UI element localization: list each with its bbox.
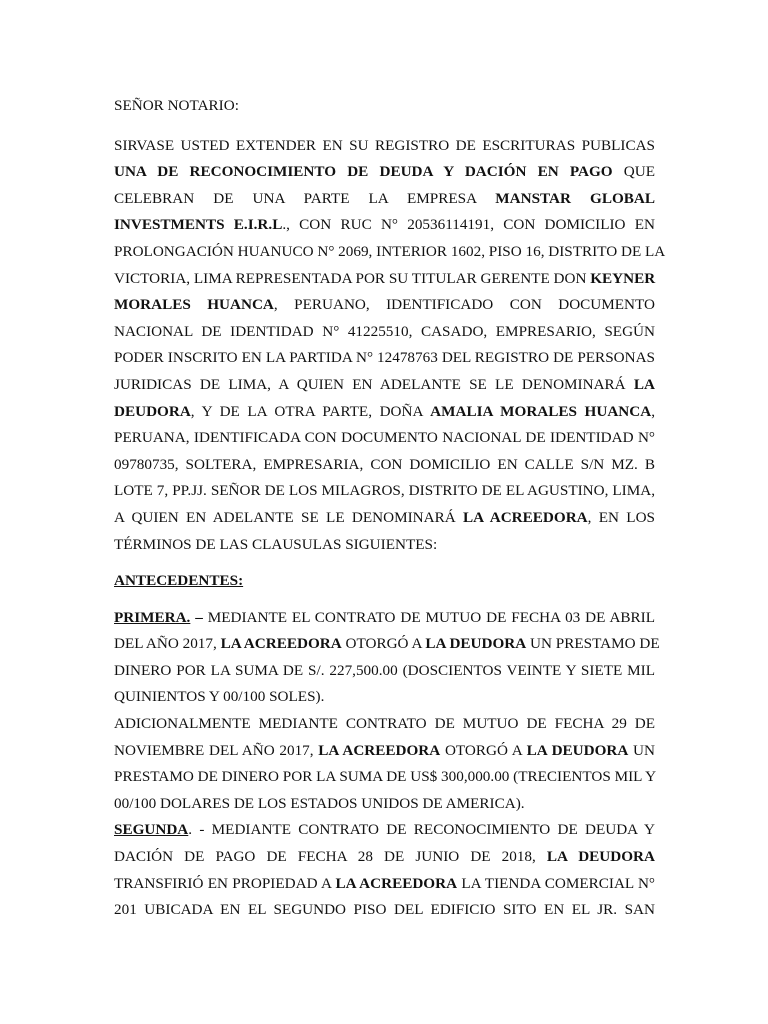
intro-text: A QUIEN EN ADELANTE SE LE DENOMINARÁ	[114, 508, 464, 526]
representative-name: KEYNER	[590, 269, 656, 287]
clause-line	[114, 791, 655, 818]
section-heading	[114, 568, 655, 595]
clause-text: UN	[628, 741, 655, 759]
party-label: LA ACREEDORA	[463, 508, 588, 526]
document-page	[114, 93, 666, 924]
intro-line	[114, 186, 655, 213]
clause-line	[114, 605, 655, 632]
intro-text: PODER INSCRITO EN LA PARTIDA N° 12478763 DEL REGISTRO DE PERSONAS	[114, 349, 655, 367]
salutation	[114, 93, 655, 120]
clause-text: ADICIONALMENTE MEDIANTE CONTRATO DE MUTUO DE FECHA 29 DE	[114, 715, 655, 733]
party-label: LA ACREEDORA	[335, 874, 458, 892]
intro-text: PERUANA, IDENTIFICADA CON DOCUMENTO NACIONAL DE IDENTIDAD N°	[114, 429, 655, 447]
party-label: LA DEUDORA	[425, 635, 527, 653]
intro-text: VICTORIA, LIMA REPRESENTADA POR SU TITULAR GERENTE DON	[114, 269, 591, 287]
clause-text: MEDIANTE EL CONTRATO DE MUTUO DE FECHA 03 DE ABRIL	[207, 608, 656, 626]
clause-line	[114, 738, 655, 765]
clause-line	[114, 897, 655, 924]
clause-dash: –	[190, 608, 208, 626]
intro-line	[114, 399, 655, 426]
intro-text: JURIDICAS DE LIMA, A QUIEN EN ADELANTE SE LE DENOMINARÁ	[114, 375, 634, 393]
clause-line	[114, 764, 655, 791]
intro-text: , EN LOS	[587, 508, 656, 526]
company-name: INVESTMENTS E.I.R.L	[114, 216, 283, 234]
clause-text: LA TIENDA COMERCIAL N°	[457, 874, 655, 892]
intro-text: TÉRMINOS DE LAS CLAUSULAS SIGUIENTES:	[114, 535, 438, 553]
intro-line	[114, 239, 666, 266]
clause-line	[114, 631, 660, 658]
clause-text: 201 UBICADA EN EL SEGUNDO PISO DEL EDIFICIO SITO EN EL JR. SAN	[114, 901, 655, 919]
clause-text: OTORGÓ A	[341, 635, 426, 653]
salutation-text: SEÑOR NOTARIO:	[114, 97, 239, 114]
clause-label: SEGUNDA	[114, 821, 189, 839]
antecedentes-section	[114, 568, 655, 595]
party-label: LA DEUDORA	[526, 741, 629, 759]
intro-line	[114, 133, 655, 160]
clause-text: OTORGÓ A	[440, 741, 527, 759]
intro-line	[114, 159, 655, 186]
clause-line	[114, 711, 655, 738]
clause-line	[114, 658, 655, 685]
intro-text: PROLONGACIÓN HUANUCO N° 2069, INTERIOR 1602, PISO 16, DISTRITO DE LA	[114, 242, 666, 260]
intro-line	[114, 212, 655, 239]
intro-text: LOTE 7, PP.JJ. SEÑOR DE LOS MILAGROS, DISTRITO DE EL AGUSTINO, LIMA,	[114, 482, 655, 500]
clause-text: . - MEDIANTE CONTRATO DE RECONOCIMIENTO DE DEUDA Y	[188, 821, 655, 839]
clause-text: PRESTAMO DE DINERO POR LA SUMA DE US$ 300,000.00 (TRECIENTOS MIL Y	[114, 768, 657, 786]
representative-name: MORALES HUANCA	[114, 296, 274, 314]
clause-text: NOVIEMBRE DEL AÑO 2017,	[114, 741, 319, 759]
intro-text: ., CON RUC N° 20536114191, CON DOMICILIO EN	[282, 216, 656, 234]
intro-text: , Y DE LA OTRA PARTE, DOÑA	[190, 402, 431, 420]
clause-line	[114, 684, 655, 711]
clause-text: QUINIENTOS Y 00/100 SOLES).	[114, 688, 325, 706]
company-name: MANSTAR GLOBAL	[495, 189, 656, 207]
intro-line	[114, 505, 655, 532]
clause-text: 00/100 DOLARES DE LOS ESTADOS UNIDOS DE AMERICA).	[114, 794, 525, 812]
intro-text: SIRVASE USTED EXTENDER EN SU REGISTRO DE ESCRITURAS PUBLICAS	[114, 136, 655, 154]
deed-type: UNA DE RECONOCIMIENTO DE DEUDA Y DACIÓN EN PAGO	[114, 163, 613, 181]
intro-text: 09780735, SOLTERA, EMPRESARIA, CON DOMICILIO EN CALLE S/N MZ. B	[114, 455, 655, 473]
clause-label: PRIMERA.	[114, 608, 191, 626]
intro-line	[114, 372, 655, 399]
clause-segunda	[114, 817, 655, 923]
intro-text: ,	[651, 402, 655, 420]
intro-text: , PERUANO, IDENTIFICADO CON DOCUMENTO	[273, 296, 655, 314]
intro-line	[114, 266, 655, 293]
intro-text: CELEBRAN DE UNA PARTE LA EMPRESA	[114, 189, 496, 207]
party-label: LA	[633, 375, 655, 393]
intro-line	[114, 478, 655, 505]
clause-text: DEL AÑO 2017,	[114, 635, 221, 653]
clause-text: DINERO POR LA SUMA DE S/. 227,500.00 (DOSCIENTOS VEINTE Y SIETE MIL	[114, 661, 655, 679]
clause-line	[114, 871, 655, 898]
intro-line	[114, 425, 655, 452]
party-label: LA ACREEDORA	[318, 741, 441, 759]
clause-text: DACIÓN DE PAGO DE FECHA 28 DE JUNIO DE 2018,	[114, 848, 547, 866]
clause-text: UN PRESTAMO DE	[526, 635, 660, 653]
clause-line	[114, 817, 655, 844]
intro-line	[114, 292, 655, 319]
intro-paragraph	[114, 133, 666, 559]
intro-line	[114, 319, 655, 346]
section-heading-text: ANTECEDENTES:	[114, 572, 244, 590]
clause-text: TRANSFIRIÓ EN PROPIEDAD A	[114, 874, 336, 892]
party-label: LA DEUDORA	[546, 848, 655, 866]
party-label: LA ACREEDORA	[220, 635, 342, 653]
intro-line	[114, 532, 655, 559]
intro-text: NACIONAL DE IDENTIDAD N° 41225510, CASADO, EMPRESARIO, SEGÚN	[114, 322, 655, 340]
party-label: DEUDORA	[114, 402, 191, 420]
clause-primera	[114, 605, 660, 818]
creditor-name: AMALIA MORALES HUANCA	[430, 402, 652, 420]
intro-line	[114, 452, 655, 479]
clause-line	[114, 844, 655, 871]
intro-text: QUE	[612, 163, 655, 181]
intro-line	[114, 345, 655, 372]
